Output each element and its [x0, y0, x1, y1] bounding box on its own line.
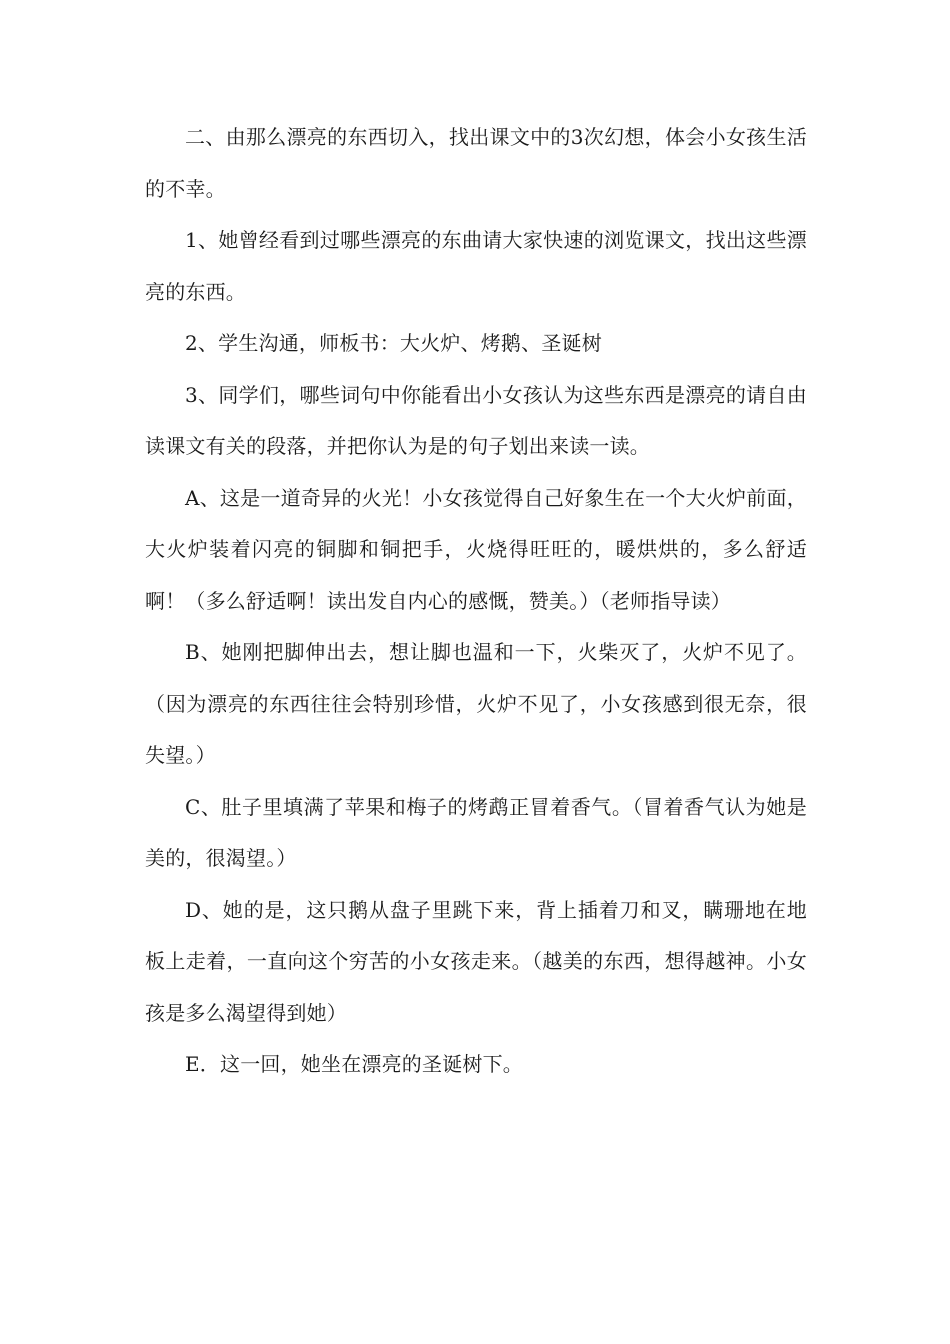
paragraph-item-e: E．这一回，她坐在漂亮的圣诞树下。 — [185, 1052, 523, 1076]
paragraph-item-1: 1、她曾经看到过哪些漂亮的东曲请大家快速的浏览课文，找出这些漂亮的东西。 — [145, 228, 807, 304]
paragraph-item-b: B、她刚把脚伸出去，想让脚也温和一下，火柴灭了，火炉不见了。（因为漂亮的东西往往会特别珍惜，火炉不见了，小女孩感到很无奈，很失望。） — [145, 640, 807, 767]
paragraph-section-two: 二、由那么漂亮的东西切入，找出课文中的3次幻想，体会小女孩生活的不幸。 — [145, 125, 807, 201]
paragraph-item-a: A、这是一道奇异的火光！小女孩觉得自己好象生在一个大火炉前面，大火炉装着闪亮的铜脚和铜把手，火烧得旺旺的，暖烘烘的，多么舒适啊！（多么舒适啊！读出发自内心的感慨，赞美。）（老师指导读） — [145, 485, 807, 613]
document-page — [145, 112, 807, 1091]
paragraph-item-c: C、肚子里填满了苹果和梅子的烤鹉正冒着香气。（冒着香气认为她是美的，很渴望。） — [145, 794, 807, 870]
paragraph-item-d: D、她的是，这只鹅从盘子里跳下来，背上插着刀和叉，瞒珊地在地板上走着，一直向这个穷苦的小女孩走来。（越美的东西，想得越神。小女孩是多么渴望得到她） — [145, 897, 807, 1025]
paragraph-item-3: 3、同学们，哪些词句中你能看出小女孩认为这些东西是漂亮的请自由读课文有关的段落，并把你认为是的句子划出来读一读。 — [145, 382, 807, 458]
paragraph-item-2: 2、学生沟通，师板书：大火炉、烤鹅、圣诞树 — [185, 331, 602, 355]
